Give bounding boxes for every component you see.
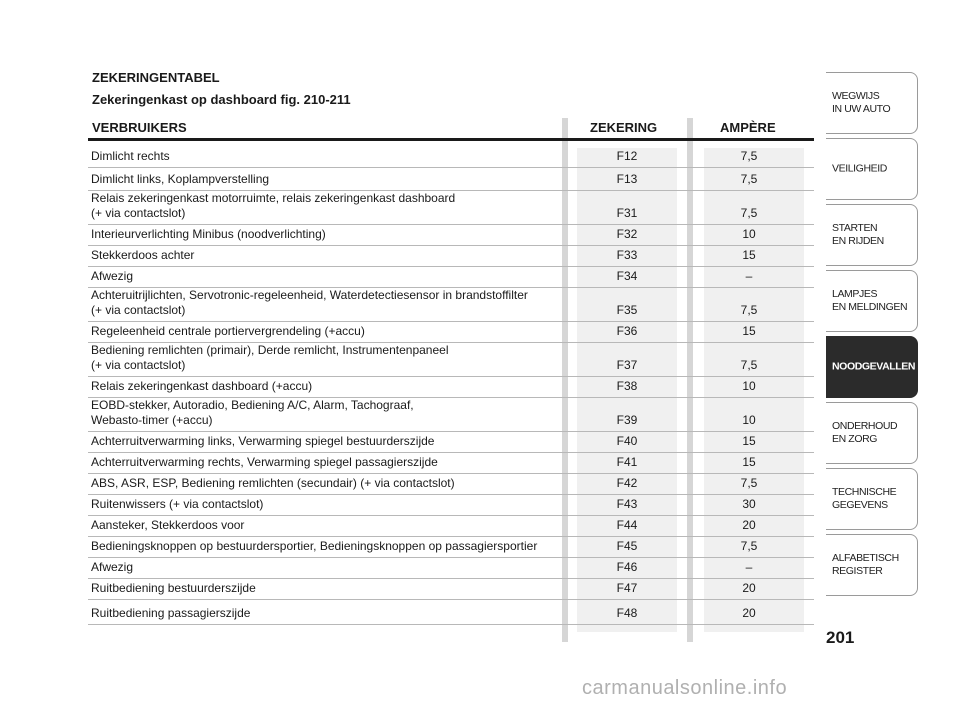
consumer-description: Stekkerdoos achter <box>91 248 195 262</box>
ampere-value: 7,5 <box>740 358 758 372</box>
consumer-description: Achteruitrijlichten, Servotronic-regeleenheid, Waterdetectiesensor in brandstoffilter (+ via contactslot) <box>91 288 528 317</box>
fuse-id: F35 <box>616 303 638 317</box>
sidebar-tab-noodgevallen[interactable] <box>826 336 918 398</box>
table-row <box>88 322 814 343</box>
fuse-id: F37 <box>616 358 638 372</box>
sidebar-tab-label: NOODGEVALLEN <box>832 360 916 373</box>
fuse-id: F43 <box>616 497 638 511</box>
consumer-description: Relais zekeringenkast motorruimte, relais zekeringenkast dashboard (+ via contactslot) <box>91 191 456 220</box>
ampere-value: 10 <box>742 227 756 241</box>
table-row <box>88 398 814 432</box>
consumer-description: Dimlicht rechts <box>91 149 170 163</box>
consumer-description: ABS, ASR, ESP, Bediening remlichten (secundair) (+ via contactslot) <box>91 476 455 490</box>
table-row <box>88 288 814 322</box>
section-title: ZEKERINGENTABEL <box>92 70 220 85</box>
title-block <box>92 70 351 108</box>
sidebar-tab-label: ONDERHOUD EN ZORG <box>832 420 898 445</box>
sidebar-tab-label: VEILIGHEID <box>832 162 887 175</box>
consumer-description: Aansteker, Stekkerdoos voor <box>91 518 245 532</box>
fuse-id: F33 <box>616 248 638 262</box>
ampere-value: 10 <box>742 379 756 393</box>
sidebar-tab-label: TECHNISCHE GEGEVENS <box>832 486 897 511</box>
table-row <box>88 495 814 516</box>
fuse-table <box>88 146 814 625</box>
table-subtitle: Zekeringenkast op dashboard fig. 210-211 <box>92 92 351 107</box>
fuse-id: F45 <box>616 539 638 553</box>
table-row <box>88 377 814 398</box>
chapter-sidebar <box>826 72 918 600</box>
table-row <box>88 432 814 453</box>
fuse-id: F38 <box>616 379 638 393</box>
ampere-value: 7,5 <box>740 539 758 553</box>
consumer-description: EOBD-stekker, Autoradio, Bediening A/C, Alarm, Tachograaf, Webasto-timer (+accu) <box>91 398 414 427</box>
fuse-id: F12 <box>616 149 638 163</box>
table-row <box>88 474 814 495</box>
fuse-id: F42 <box>616 476 638 490</box>
consumer-description: Relais zekeringenkast dashboard (+accu) <box>91 379 313 393</box>
ampere-value: – <box>745 269 753 283</box>
sidebar-tab-wegwijs[interactable] <box>826 72 918 134</box>
fuse-id: F34 <box>616 269 638 283</box>
fuse-id: F47 <box>616 581 638 595</box>
column-header-fuse: ZEKERING <box>590 120 658 135</box>
ampere-value: 15 <box>742 455 756 469</box>
column-header-consumers: VERBRUIKERS <box>92 120 187 135</box>
sidebar-tab-alfabetisch[interactable] <box>826 534 918 596</box>
table-row <box>88 600 814 625</box>
consumer-description: Bedieningsknoppen op bestuurdersportier, Bedieningsknoppen op passagiersportier <box>91 539 538 553</box>
column-header-ampere: AMPÈRE <box>720 120 776 135</box>
ampere-value: 15 <box>742 434 756 448</box>
table-row <box>88 146 814 168</box>
table-row <box>88 558 814 579</box>
sidebar-tab-veiligheid[interactable] <box>826 138 918 200</box>
ampere-value: 20 <box>742 606 756 620</box>
consumer-description: Achterruitverwarming rechts, Verwarming spiegel passagierszijde <box>91 455 438 469</box>
consumer-description: Afwezig <box>91 269 134 283</box>
fuse-id: F41 <box>616 455 638 469</box>
table-row <box>88 191 814 225</box>
ampere-value: 20 <box>742 518 756 532</box>
sidebar-tab-onderhoud[interactable] <box>826 402 918 464</box>
fuse-id: F46 <box>616 560 638 574</box>
fuse-id: F31 <box>616 206 638 220</box>
fuse-id: F40 <box>616 434 638 448</box>
fuse-id: F39 <box>616 413 638 427</box>
table-row <box>88 343 814 377</box>
watermark: carmanualsonline.info <box>582 677 788 699</box>
fuse-id: F13 <box>616 172 638 186</box>
consumer-description: Bediening remlichten (primair), Derde remlicht, Instrumentenpaneel (+ via contactslot) <box>91 343 449 372</box>
ampere-value: 15 <box>742 324 756 338</box>
fuse-id: F32 <box>616 227 638 241</box>
sidebar-tab-label: ALFABETISCH REGISTER <box>832 552 899 577</box>
consumer-description: Achterruitverwarming links, Verwarming spiegel bestuurderszijde <box>91 434 435 448</box>
table-row <box>88 579 814 600</box>
header-rule <box>88 138 814 141</box>
ampere-value: 15 <box>742 248 756 262</box>
ampere-value: 30 <box>742 497 756 511</box>
ampere-value: – <box>745 560 753 574</box>
ampere-value: 7,5 <box>740 476 758 490</box>
consumer-description: Interieurverlichting Minibus (noodverlichting) <box>91 227 326 241</box>
sidebar-tab-label: LAMPJES EN MELDINGEN <box>832 288 908 313</box>
sidebar-tab-label: WEGWIJS IN UW AUTO <box>832 90 891 115</box>
consumer-description: Ruitenwissers (+ via contactslot) <box>91 497 264 511</box>
sidebar-tab-starten[interactable] <box>826 204 918 266</box>
consumer-description: Dimlicht links, Koplampverstelling <box>91 172 270 186</box>
sidebar-tab-label: STARTEN EN RIJDEN <box>832 222 884 247</box>
table-row <box>88 453 814 474</box>
ampere-value: 20 <box>742 581 756 595</box>
ampere-value: 7,5 <box>740 149 758 163</box>
table-row <box>88 168 814 191</box>
table-row <box>88 267 814 288</box>
ampere-value: 7,5 <box>740 303 758 317</box>
consumer-description: Ruitbediening bestuurderszijde <box>91 581 256 595</box>
ampere-value: 7,5 <box>740 206 758 220</box>
table-row <box>88 537 814 558</box>
consumer-description: Regeleenheid centrale portiervergrendeling (+accu) <box>91 324 365 338</box>
fuse-id: F48 <box>616 606 638 620</box>
consumer-description: Afwezig <box>91 560 134 574</box>
ampere-value: 7,5 <box>740 172 758 186</box>
fuse-id: F44 <box>616 518 638 532</box>
table-row <box>88 225 814 246</box>
table-row <box>88 516 814 537</box>
fuse-id: F36 <box>616 324 638 338</box>
sidebar-tab-lampjes[interactable] <box>826 270 918 332</box>
page-number: 201 <box>826 628 855 647</box>
ampere-value: 10 <box>742 413 756 427</box>
sidebar-tab-technische[interactable] <box>826 468 918 530</box>
table-row <box>88 246 814 267</box>
consumer-description: Ruitbediening passagierszijde <box>91 606 251 620</box>
